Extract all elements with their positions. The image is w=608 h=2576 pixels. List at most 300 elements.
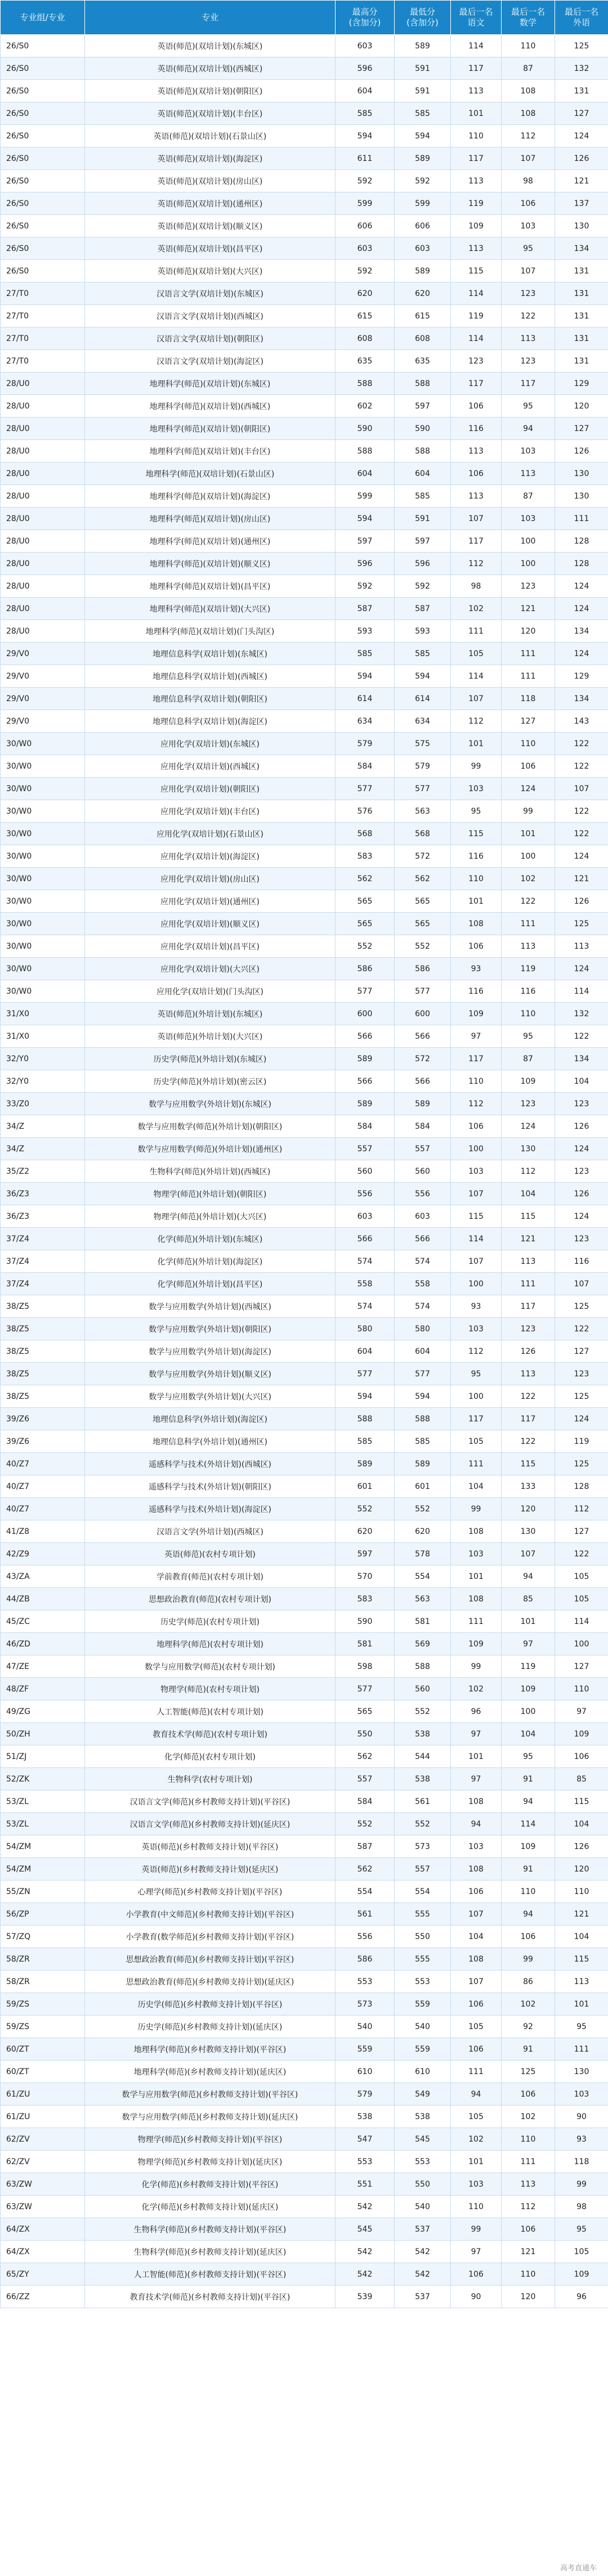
major-cell: 小学教育(数学师范)(乡村教师支持计划)(平谷区) xyxy=(85,1926,336,1948)
major-cell: 英语(师范)(双培计划)(通州区) xyxy=(85,192,336,215)
last-foreign-cell: 121 xyxy=(555,868,608,890)
table-row xyxy=(1,2106,608,2128)
table-row xyxy=(1,1430,608,1453)
major-cell: 地理科学(师范)(乡村教师支持计划)(平谷区) xyxy=(85,2038,336,2061)
last-chinese-cell: 106 xyxy=(451,2263,502,2286)
min-score-cell: 537 xyxy=(395,2286,451,2308)
min-score-cell: 592 xyxy=(395,170,451,192)
min-score-cell: 537 xyxy=(395,2218,451,2241)
last-foreign-cell: 137 xyxy=(555,192,608,215)
group-code-cell: 32/Y0 xyxy=(1,1048,85,1070)
last-foreign-cell: 125 xyxy=(555,1453,608,1475)
last-math-cell: 101 xyxy=(502,823,555,845)
last-chinese-cell: 107 xyxy=(451,1903,502,1926)
last-chinese-cell: 100 xyxy=(451,1385,502,1408)
major-cell: 化学(师范)(乡村教师支持计划)(平谷区) xyxy=(85,2173,336,2196)
min-score-cell: 597 xyxy=(395,530,451,553)
max-score-cell: 547 xyxy=(336,2128,395,2151)
table-row xyxy=(1,620,608,643)
header-max-score: 最高分 (含加分) xyxy=(336,1,395,35)
last-foreign-cell: 114 xyxy=(555,1610,608,1633)
last-math-cell: 120 xyxy=(502,2286,555,2308)
group-code-cell: 39/Z6 xyxy=(1,1430,85,1453)
group-code-cell: 26/S0 xyxy=(1,80,85,102)
last-math-cell: 113 xyxy=(502,1363,555,1385)
last-chinese-cell: 101 xyxy=(451,890,502,913)
last-math-cell: 113 xyxy=(502,463,555,485)
max-score-cell: 610 xyxy=(336,2061,395,2083)
table-row xyxy=(1,1700,608,1723)
group-code-cell: 36/Z3 xyxy=(1,1205,85,1228)
min-score-cell: 585 xyxy=(395,102,451,125)
min-score-cell: 540 xyxy=(395,2016,451,2038)
max-score-cell: 577 xyxy=(336,778,395,800)
last-chinese-cell: 101 xyxy=(451,733,502,755)
major-cell: 地理科学(师范)(双培计划)(房山区) xyxy=(85,508,336,530)
last-foreign-cell: 124 xyxy=(555,575,608,598)
max-score-cell: 603 xyxy=(336,237,395,260)
major-cell: 地理信息科学(双培计划)(朝阳区) xyxy=(85,688,336,710)
min-score-cell: 560 xyxy=(395,1160,451,1183)
min-score-cell: 591 xyxy=(395,508,451,530)
last-math-cell: 107 xyxy=(502,260,555,282)
min-score-cell: 600 xyxy=(395,1003,451,1025)
last-chinese-cell: 94 xyxy=(451,2083,502,2106)
last-chinese-cell: 99 xyxy=(451,755,502,778)
max-score-cell: 561 xyxy=(336,1903,395,1926)
last-chinese-cell: 108 xyxy=(451,1948,502,1971)
last-chinese-cell: 96 xyxy=(451,1700,502,1723)
min-score-cell: 555 xyxy=(395,1948,451,1971)
last-foreign-cell: 127 xyxy=(555,418,608,440)
min-score-cell: 585 xyxy=(395,485,451,508)
last-math-cell: 117 xyxy=(502,1408,555,1430)
max-score-cell: 615 xyxy=(336,305,395,327)
last-math-cell: 106 xyxy=(502,1926,555,1948)
min-score-cell: 603 xyxy=(395,237,451,260)
min-score-cell: 553 xyxy=(395,2151,451,2173)
table-row xyxy=(1,1025,608,1048)
table-row xyxy=(1,778,608,800)
min-score-cell: 596 xyxy=(395,553,451,575)
last-foreign-cell: 130 xyxy=(555,215,608,237)
table-row xyxy=(1,1115,608,1138)
last-chinese-cell: 123 xyxy=(451,350,502,373)
group-code-cell: 30/W0 xyxy=(1,958,85,980)
max-score-cell: 568 xyxy=(336,823,395,845)
group-code-cell: 28/U0 xyxy=(1,508,85,530)
last-chinese-cell: 101 xyxy=(451,102,502,125)
last-chinese-cell: 103 xyxy=(451,1318,502,1340)
last-foreign-cell: 131 xyxy=(555,305,608,327)
last-chinese-cell: 106 xyxy=(451,395,502,418)
major-cell: 应用化学(双培计划)(东城区) xyxy=(85,733,336,755)
max-score-cell: 589 xyxy=(336,1453,395,1475)
last-math-cell: 120 xyxy=(502,620,555,643)
last-chinese-cell: 111 xyxy=(451,620,502,643)
major-cell: 应用化学(双培计划)(石景山区) xyxy=(85,823,336,845)
min-score-cell: 634 xyxy=(395,710,451,733)
last-chinese-cell: 108 xyxy=(451,1520,502,1543)
last-chinese-cell: 105 xyxy=(451,643,502,665)
major-cell: 应用化学(双培计划)(海淀区) xyxy=(85,845,336,868)
last-math-cell: 130 xyxy=(502,1138,555,1160)
min-score-cell: 563 xyxy=(395,800,451,823)
last-foreign-cell: 100 xyxy=(555,1633,608,1655)
table-row xyxy=(1,1745,608,1768)
min-score-cell: 590 xyxy=(395,418,451,440)
last-foreign-cell: 134 xyxy=(555,688,608,710)
table-row xyxy=(1,1790,608,1813)
last-foreign-cell: 131 xyxy=(555,350,608,373)
min-score-cell: 635 xyxy=(395,350,451,373)
last-chinese-cell: 119 xyxy=(451,192,502,215)
last-foreign-cell: 110 xyxy=(555,1678,608,1700)
group-code-cell: 59/ZS xyxy=(1,1993,85,2016)
last-foreign-cell: 123 xyxy=(555,1160,608,1183)
max-score-cell: 604 xyxy=(336,1340,395,1363)
last-chinese-cell: 109 xyxy=(451,1003,502,1025)
table-row xyxy=(1,530,608,553)
table-row xyxy=(1,1678,608,1700)
group-code-cell: 30/W0 xyxy=(1,733,85,755)
major-cell: 数学与应用数学(外培计划)(朝阳区) xyxy=(85,1318,336,1340)
major-cell: 历史学(师范)(农村专项计划) xyxy=(85,1610,336,1633)
min-score-cell: 550 xyxy=(395,2173,451,2196)
group-code-cell: 38/Z5 xyxy=(1,1363,85,1385)
table-row xyxy=(1,2016,608,2038)
group-code-cell: 28/U0 xyxy=(1,418,85,440)
last-chinese-cell: 108 xyxy=(451,1858,502,1881)
major-cell: 数学与应用数学(外培计划)(西城区) xyxy=(85,1295,336,1318)
last-foreign-cell: 99 xyxy=(555,2173,608,2196)
last-math-cell: 103 xyxy=(502,508,555,530)
last-foreign-cell: 134 xyxy=(555,1048,608,1070)
max-score-cell: 592 xyxy=(336,575,395,598)
min-score-cell: 603 xyxy=(395,1205,451,1228)
last-foreign-cell: 130 xyxy=(555,2061,608,2083)
group-code-cell: 30/W0 xyxy=(1,800,85,823)
major-cell: 物理学(师范)(乡村教师支持计划)(平谷区) xyxy=(85,2128,336,2151)
group-code-cell: 38/Z5 xyxy=(1,1340,85,1363)
last-chinese-cell: 105 xyxy=(451,2016,502,2038)
last-foreign-cell: 98 xyxy=(555,2196,608,2218)
last-chinese-cell: 113 xyxy=(451,440,502,463)
group-code-cell: 61/ZU xyxy=(1,2106,85,2128)
max-score-cell: 565 xyxy=(336,1700,395,1723)
table-row xyxy=(1,1408,608,1430)
min-score-cell: 586 xyxy=(395,958,451,980)
major-cell: 生物科学(师范)(乡村教师支持计划)(平谷区) xyxy=(85,2218,336,2241)
table-row xyxy=(1,170,608,192)
last-chinese-cell: 104 xyxy=(451,1475,502,1498)
last-chinese-cell: 109 xyxy=(451,1633,502,1655)
last-math-cell: 126 xyxy=(502,1340,555,1363)
last-math-cell: 109 xyxy=(502,1835,555,1858)
major-cell: 物理学(师范)(外培计划)(大兴区) xyxy=(85,1205,336,1228)
min-score-cell: 574 xyxy=(395,1295,451,1318)
min-score-cell: 585 xyxy=(395,643,451,665)
last-foreign-cell: 126 xyxy=(555,1835,608,1858)
max-score-cell: 594 xyxy=(336,665,395,688)
last-chinese-cell: 114 xyxy=(451,665,502,688)
last-chinese-cell: 114 xyxy=(451,282,502,305)
major-cell: 小学教育(中文师范)(乡村教师支持计划)(平谷区) xyxy=(85,1903,336,1926)
last-foreign-cell: 134 xyxy=(555,620,608,643)
max-score-cell: 558 xyxy=(336,1273,395,1295)
major-cell: 化学(师范)(外培计划)(东城区) xyxy=(85,1228,336,1250)
major-cell: 生物科学(农村专项计划) xyxy=(85,1768,336,1790)
table-row xyxy=(1,1971,608,1993)
max-score-cell: 588 xyxy=(336,1408,395,1430)
last-math-cell: 110 xyxy=(502,1881,555,1903)
last-foreign-cell: 101 xyxy=(555,1993,608,2016)
min-score-cell: 557 xyxy=(395,1138,451,1160)
major-cell: 物理学(师范)(农村专项计划) xyxy=(85,1678,336,1700)
min-score-cell: 560 xyxy=(395,1678,451,1700)
group-code-cell: 29/V0 xyxy=(1,643,85,665)
major-cell: 生物科学(师范)(乡村教师支持计划)(延庆区) xyxy=(85,2241,336,2263)
last-chinese-cell: 103 xyxy=(451,778,502,800)
min-score-cell: 589 xyxy=(395,147,451,170)
group-code-cell: 30/W0 xyxy=(1,868,85,890)
table-row xyxy=(1,1003,608,1025)
max-score-cell: 594 xyxy=(336,125,395,147)
last-chinese-cell: 107 xyxy=(451,508,502,530)
last-math-cell: 117 xyxy=(502,1295,555,1318)
group-code-cell: 30/W0 xyxy=(1,980,85,1003)
major-cell: 应用化学(双培计划)(昌平区) xyxy=(85,935,336,958)
group-code-cell: 30/W0 xyxy=(1,755,85,778)
last-foreign-cell: 124 xyxy=(555,1138,608,1160)
last-math-cell: 123 xyxy=(502,1093,555,1115)
table-row xyxy=(1,260,608,282)
max-score-cell: 566 xyxy=(336,1228,395,1250)
last-foreign-cell: 122 xyxy=(555,733,608,755)
last-math-cell: 108 xyxy=(502,102,555,125)
max-score-cell: 556 xyxy=(336,1926,395,1948)
max-score-cell: 598 xyxy=(336,1655,395,1678)
min-score-cell: 569 xyxy=(395,1633,451,1655)
min-score-cell: 538 xyxy=(395,1768,451,1790)
major-cell: 数学与应用数学(外培计划)(东城区) xyxy=(85,1093,336,1115)
last-math-cell: 87 xyxy=(502,485,555,508)
last-foreign-cell: 122 xyxy=(555,800,608,823)
last-foreign-cell: 109 xyxy=(555,1723,608,1745)
last-chinese-cell: 117 xyxy=(451,57,502,80)
major-cell: 地理科学(师范)(双培计划)(海淀区) xyxy=(85,485,336,508)
last-chinese-cell: 115 xyxy=(451,1205,502,1228)
major-cell: 英语(师范)(双培计划)(西城区) xyxy=(85,57,336,80)
last-chinese-cell: 102 xyxy=(451,2128,502,2151)
major-cell: 化学(师范)(外培计划)(昌平区) xyxy=(85,1273,336,1295)
last-chinese-cell: 108 xyxy=(451,1790,502,1813)
min-score-cell: 588 xyxy=(395,440,451,463)
last-chinese-cell: 110 xyxy=(451,1070,502,1093)
last-math-cell: 122 xyxy=(502,305,555,327)
last-math-cell: 100 xyxy=(502,1700,555,1723)
watermark: 高考直通车 xyxy=(560,2564,597,2573)
last-foreign-cell: 107 xyxy=(555,1273,608,1295)
group-code-cell: 43/ZA xyxy=(1,1565,85,1588)
last-foreign-cell: 107 xyxy=(555,778,608,800)
min-score-cell: 593 xyxy=(395,620,451,643)
major-cell: 人工智能(师范)(乡村教师支持计划)(平谷区) xyxy=(85,2263,336,2286)
last-foreign-cell: 131 xyxy=(555,260,608,282)
table-row xyxy=(1,1273,608,1295)
max-score-cell: 608 xyxy=(336,327,395,350)
max-score-cell: 583 xyxy=(336,845,395,868)
max-score-cell: 550 xyxy=(336,1723,395,1745)
max-score-cell: 580 xyxy=(336,1318,395,1340)
group-code-cell: 28/U0 xyxy=(1,373,85,395)
last-foreign-cell: 124 xyxy=(555,1205,608,1228)
max-score-cell: 562 xyxy=(336,1858,395,1881)
last-math-cell: 104 xyxy=(502,1723,555,1745)
min-score-cell: 538 xyxy=(395,2106,451,2128)
group-code-cell: 26/S0 xyxy=(1,57,85,80)
last-math-cell: 116 xyxy=(502,980,555,1003)
major-cell: 数学与应用数学(师范)(乡村教师支持计划)(延庆区) xyxy=(85,2106,336,2128)
max-score-cell: 581 xyxy=(336,1633,395,1655)
group-code-cell: 26/S0 xyxy=(1,147,85,170)
header-last-foreign: 最后一名 外语 xyxy=(555,1,608,35)
group-code-cell: 37/Z4 xyxy=(1,1250,85,1273)
table-row xyxy=(1,282,608,305)
min-score-cell: 552 xyxy=(395,1700,451,1723)
major-cell: 英语(师范)(乡村教师支持计划)(平谷区) xyxy=(85,1835,336,1858)
last-chinese-cell: 112 xyxy=(451,553,502,575)
table-row xyxy=(1,2128,608,2151)
last-math-cell: 107 xyxy=(502,1543,555,1565)
major-cell: 教育技术学(师范)(乡村教师支持计划)(平谷区) xyxy=(85,2286,336,2308)
table-row xyxy=(1,1926,608,1948)
min-score-cell: 594 xyxy=(395,1385,451,1408)
table-row xyxy=(1,1768,608,1790)
table-row xyxy=(1,1160,608,1183)
last-chinese-cell: 116 xyxy=(451,845,502,868)
group-code-cell: 63/ZW xyxy=(1,2173,85,2196)
table-row xyxy=(1,215,608,237)
group-code-cell: 53/ZL xyxy=(1,1790,85,1813)
last-foreign-cell: 124 xyxy=(555,598,608,620)
major-cell: 地理信息科学(双培计划)(西城区) xyxy=(85,665,336,688)
table-row xyxy=(1,2218,608,2241)
last-foreign-cell: 120 xyxy=(555,395,608,418)
table-row xyxy=(1,1655,608,1678)
last-math-cell: 123 xyxy=(502,1318,555,1340)
major-cell: 英语(师范)(外培计划)(东城区) xyxy=(85,1003,336,1025)
group-code-cell: 36/Z3 xyxy=(1,1183,85,1205)
header-row xyxy=(1,1,608,35)
last-chinese-cell: 94 xyxy=(451,1813,502,1835)
max-score-cell: 586 xyxy=(336,958,395,980)
last-math-cell: 100 xyxy=(502,530,555,553)
max-score-cell: 599 xyxy=(336,485,395,508)
max-score-cell: 634 xyxy=(336,710,395,733)
min-score-cell: 581 xyxy=(395,1610,451,1633)
max-score-cell: 577 xyxy=(336,980,395,1003)
min-score-cell: 597 xyxy=(395,395,451,418)
last-math-cell: 100 xyxy=(502,845,555,868)
last-math-cell: 95 xyxy=(502,237,555,260)
major-cell: 物理学(师范)(乡村教师支持计划)(延庆区) xyxy=(85,2151,336,2173)
last-chinese-cell: 105 xyxy=(451,1430,502,1453)
last-math-cell: 123 xyxy=(502,282,555,305)
table-row xyxy=(1,1610,608,1633)
table-row xyxy=(1,935,608,958)
last-chinese-cell: 99 xyxy=(451,1655,502,1678)
last-chinese-cell: 117 xyxy=(451,373,502,395)
table-row xyxy=(1,395,608,418)
last-math-cell: 87 xyxy=(502,1048,555,1070)
last-chinese-cell: 107 xyxy=(451,1183,502,1205)
last-math-cell: 103 xyxy=(502,440,555,463)
max-score-cell: 553 xyxy=(336,1971,395,1993)
last-chinese-cell: 111 xyxy=(451,2061,502,2083)
last-math-cell: 110 xyxy=(502,733,555,755)
group-code-cell: 60/ZT xyxy=(1,2061,85,2083)
major-cell: 化学(师范)(农村专项计划) xyxy=(85,1745,336,1768)
table-row xyxy=(1,1205,608,1228)
last-foreign-cell: 121 xyxy=(555,1903,608,1926)
last-math-cell: 101 xyxy=(502,1610,555,1633)
last-chinese-cell: 99 xyxy=(451,2218,502,2241)
last-math-cell: 110 xyxy=(502,35,555,57)
group-code-cell: 31/X0 xyxy=(1,1025,85,1048)
major-cell: 数学与应用数学(师范)(外培计划)(通州区) xyxy=(85,1138,336,1160)
group-code-cell: 38/Z5 xyxy=(1,1295,85,1318)
group-code-cell: 55/ZN xyxy=(1,1881,85,1903)
max-score-cell: 557 xyxy=(336,1138,395,1160)
group-code-cell: 40/Z7 xyxy=(1,1475,85,1498)
last-math-cell: 113 xyxy=(502,935,555,958)
last-chinese-cell: 105 xyxy=(451,2106,502,2128)
major-cell: 地理科学(师范)(双培计划)(西城区) xyxy=(85,395,336,418)
table-row xyxy=(1,1318,608,1340)
max-score-cell: 574 xyxy=(336,1250,395,1273)
last-foreign-cell: 124 xyxy=(555,958,608,980)
table-row xyxy=(1,800,608,823)
table-row xyxy=(1,2241,608,2263)
last-foreign-cell: 104 xyxy=(555,1070,608,1093)
last-foreign-cell: 131 xyxy=(555,80,608,102)
min-score-cell: 588 xyxy=(395,373,451,395)
last-foreign-cell: 97 xyxy=(555,1700,608,1723)
min-score-cell: 545 xyxy=(395,2128,451,2151)
last-foreign-cell: 111 xyxy=(555,508,608,530)
table-row xyxy=(1,1228,608,1250)
table-row xyxy=(1,2038,608,2061)
last-foreign-cell: 103 xyxy=(555,2083,608,2106)
last-math-cell: 133 xyxy=(502,1475,555,1498)
table-row xyxy=(1,508,608,530)
last-math-cell: 124 xyxy=(502,1115,555,1138)
max-score-cell: 584 xyxy=(336,755,395,778)
group-code-cell: 26/S0 xyxy=(1,215,85,237)
last-math-cell: 99 xyxy=(502,1948,555,1971)
header-min-score: 最低分 (含加分) xyxy=(395,1,451,35)
group-code-cell: 40/Z7 xyxy=(1,1453,85,1475)
last-math-cell: 112 xyxy=(502,125,555,147)
last-foreign-cell: 124 xyxy=(555,845,608,868)
last-math-cell: 91 xyxy=(502,2038,555,2061)
major-cell: 汉语言文学(师范)(乡村教师支持计划)(延庆区) xyxy=(85,1813,336,1835)
group-code-cell: 30/W0 xyxy=(1,845,85,868)
group-code-cell: 53/ZL xyxy=(1,1813,85,1835)
group-code-cell: 62/ZV xyxy=(1,2151,85,2173)
table-row xyxy=(1,1633,608,1655)
